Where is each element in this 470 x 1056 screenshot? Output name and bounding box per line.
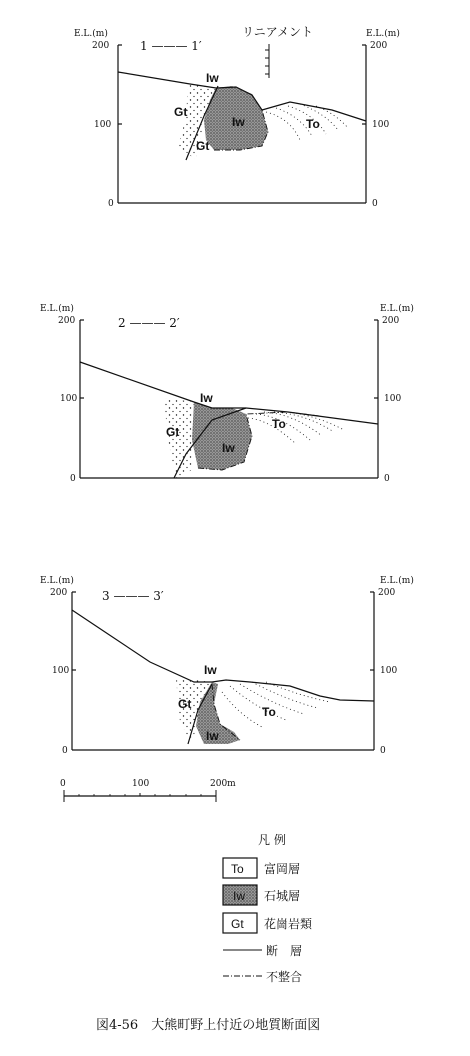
section-3-tick-0-right: 0 xyxy=(380,746,386,756)
section-1-label: 1 ——— 1′ xyxy=(140,39,202,53)
section-3-tick-200-right: 200 xyxy=(378,588,396,598)
section-2-iw-area xyxy=(192,402,252,470)
section-3-tick-100-left: 100 xyxy=(52,666,70,676)
section-3 xyxy=(40,575,414,756)
section-1-label-gt-upper: Gt xyxy=(174,105,188,119)
section-3-ground-surface xyxy=(72,610,374,701)
scale-tick-0: 0 xyxy=(60,779,66,789)
section-3-label: 3 ——— 3′ xyxy=(102,589,164,603)
section-2-label-iw-main: Iw xyxy=(222,441,235,455)
section-1-el-label-right: E.L.(m) xyxy=(366,29,400,39)
section-2-el-label-left: E.L.(m) xyxy=(40,304,74,314)
section-3-to-stipple xyxy=(222,682,330,728)
section-2-el-label-right: E.L.(m) xyxy=(380,304,414,314)
legend-title: 凡 例 xyxy=(258,833,286,847)
section-2-tick-0-left: 0 xyxy=(70,474,76,484)
legend-item-iw-name: 石城層 xyxy=(264,889,301,903)
legend-item-gt xyxy=(223,913,312,933)
legend-item-gt-name: 花崗岩類 xyxy=(264,917,313,931)
legend-item-to xyxy=(223,858,300,878)
section-1-tick-200-right: 200 xyxy=(370,41,388,51)
section-2-label-gt: Gt xyxy=(166,425,180,439)
section-2 xyxy=(40,303,414,484)
legend xyxy=(223,832,312,984)
section-1-lineament-note: リニアメント xyxy=(242,25,314,39)
section-3-tick-100-right: 100 xyxy=(380,666,398,676)
section-1-label-iw-top: Iw xyxy=(206,71,219,85)
legend-item-iw xyxy=(223,885,300,905)
section-2-tick-100-right: 100 xyxy=(384,394,402,404)
scale-tick-200m: 200m xyxy=(210,779,236,789)
section-1-label-iw-main: Iw xyxy=(232,115,245,129)
section-3-label-iw-top: Iw xyxy=(204,663,217,677)
section-3-label-gt: Gt xyxy=(178,697,192,711)
section-3-el-label-right: E.L.(m) xyxy=(380,576,414,586)
legend-item-iw-code: Iw xyxy=(233,889,245,903)
section-3-el-label-left: E.L.(m) xyxy=(40,576,74,586)
scale-bar xyxy=(60,779,236,802)
legend-item-to-code: To xyxy=(231,862,244,876)
section-3-label-to: To xyxy=(262,705,276,719)
section-2-label-to: To xyxy=(272,417,286,431)
section-2-label: 2 ——— 2′ xyxy=(118,316,180,330)
section-1 xyxy=(74,25,400,209)
figure-caption: 図4-56 大熊町野上付近の地質断面図 xyxy=(96,1018,321,1033)
section-3-tick-200-left: 200 xyxy=(50,588,68,598)
section-1-tick-200-left: 200 xyxy=(92,41,110,51)
section-2-tick-200-left: 200 xyxy=(58,316,76,326)
section-1-tick-0-right: 0 xyxy=(372,199,378,209)
section-2-tick-200-right: 200 xyxy=(382,316,400,326)
legend-item-unconformity xyxy=(223,969,302,984)
legend-item-fault xyxy=(223,943,302,958)
section-2-label-iw-top: Iw xyxy=(200,391,213,405)
section-1-el-label-left: E.L.(m) xyxy=(74,29,108,39)
section-2-tick-100-left: 100 xyxy=(60,394,78,404)
legend-item-unconformity-name: 不整合 xyxy=(266,970,303,984)
section-3-label-iw-main: Iw xyxy=(206,729,219,743)
lineament-symbol xyxy=(265,44,269,78)
section-3-tick-0-left: 0 xyxy=(62,746,68,756)
section-1-tick-0-left: 0 xyxy=(108,199,114,209)
legend-item-gt-code: Gt xyxy=(231,917,244,931)
section-1-label-to: To xyxy=(306,117,320,131)
scale-tick-100: 100 xyxy=(132,779,150,789)
section-2-tick-0-right: 0 xyxy=(384,474,390,484)
section-2-to-stipple xyxy=(248,412,344,444)
section-1-label-gt-lower: Gt xyxy=(196,139,210,153)
section-1-tick-100-right: 100 xyxy=(372,120,390,130)
legend-item-fault-name: 断 層 xyxy=(266,944,303,958)
section-1-tick-100-left: 100 xyxy=(94,120,112,130)
legend-item-to-name: 富岡層 xyxy=(264,862,301,876)
